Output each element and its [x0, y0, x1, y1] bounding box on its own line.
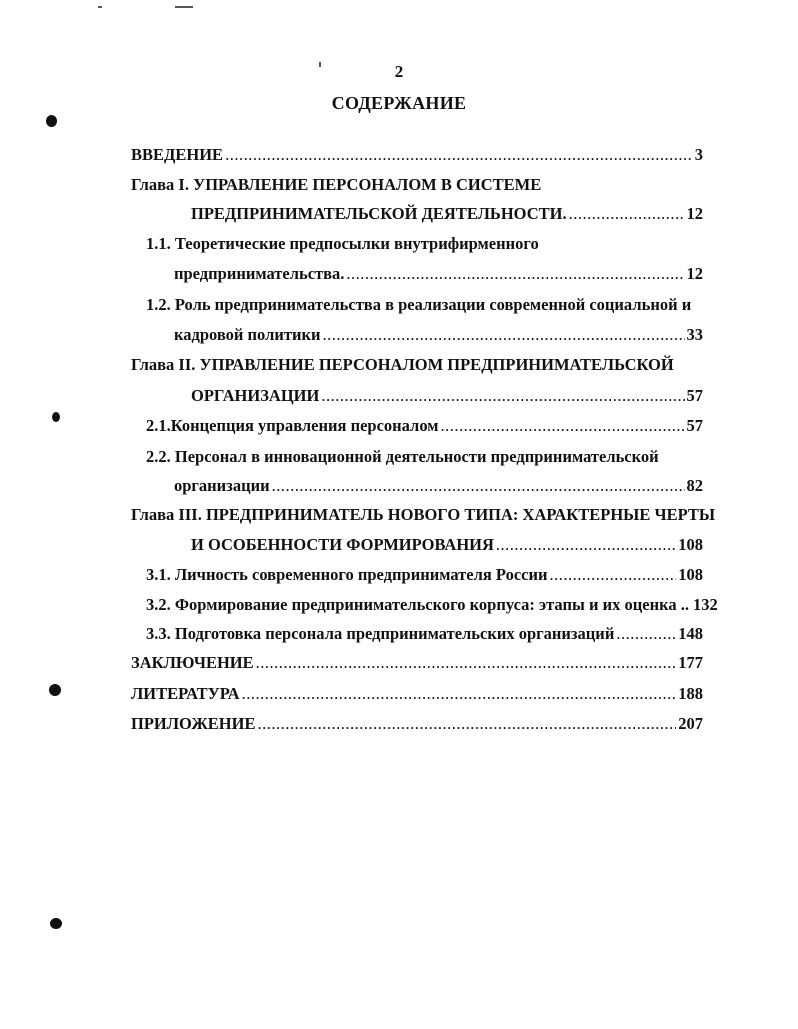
toc-entry-s12[interactable] [174, 325, 703, 345]
toc-entry-s11[interactable] [174, 264, 703, 284]
toc-entry-page: 188 [678, 684, 703, 703]
toc-entry-ch2[interactable] [191, 386, 703, 406]
toc-entry-text: ВВЕДЕНИЕ [131, 145, 224, 164]
toc-entry-ch2-line1[interactable]: Глава II. УПРАВЛЕНИЕ ПЕРСОНАЛОМ ПРЕДПРИНИМАТЕЛЬСКОЙ [131, 355, 674, 374]
toc-entry-page: 33 [686, 325, 703, 344]
toc-entry-text: ЛИТЕРАТУРА [131, 684, 240, 703]
toc-entry-text: 3.2. Формирование предпринимательского корпуса: этапы и их оценка .. [146, 595, 689, 614]
toc-entry-page: 148 [678, 624, 703, 643]
toc-entry-page: 57 [686, 386, 703, 405]
scan-blot [46, 115, 57, 127]
toc-entry-ch3[interactable] [191, 535, 703, 555]
toc-entry-page: 12 [686, 204, 703, 223]
toc-entry-text: 3.3. Подготовка персонала предпринимательских организаций [146, 624, 615, 643]
toc-title: СОДЕРЖАНИЕ [331, 93, 467, 113]
toc-entry-page: 177 [678, 653, 703, 672]
toc-entry-s32[interactable] [146, 595, 718, 615]
toc-entry-text: ЗАКЛЮЧЕНИЕ [131, 653, 254, 672]
toc-entry-s22-line1[interactable]: 2.2. Персонал в инновационной деятельности предпринимательской [146, 447, 659, 466]
toc-entry-ch1[interactable] [191, 204, 703, 224]
toc-entry-page: 12 [686, 264, 703, 283]
toc-entry-appendix[interactable] [131, 714, 703, 734]
toc-entry-text: И ОСОБЕННОСТИ ФОРМИРОВАНИЯ [191, 535, 494, 554]
scan-speck [175, 6, 193, 8]
toc-entry-literature[interactable] [131, 684, 703, 704]
scan-blot [49, 684, 61, 696]
toc-entry-s33[interactable] [146, 624, 703, 644]
scan-blot [50, 918, 62, 929]
scan-speck [98, 6, 102, 8]
toc-entry-page: 207 [678, 714, 703, 733]
scan-blot [52, 412, 60, 422]
toc-entry-s22[interactable] [174, 476, 703, 496]
toc-entry-text: ОРГАНИЗАЦИИ [191, 386, 320, 405]
toc-entry-page: 132 [692, 595, 718, 614]
toc-entry-s11-line1[interactable]: 1.1. Теоретические предпосылки внутрифирменного [146, 234, 539, 253]
toc-entry-page: 108 [678, 565, 703, 584]
toc-entry-page: 108 [678, 535, 703, 554]
toc-entry-text: ПРЕДПРИНИМАТЕЛЬСКОЙ ДЕЯТЕЛЬНОСТИ. [191, 204, 567, 223]
toc-entry-conclusion[interactable] [131, 653, 703, 673]
toc-entry-page: 3 [694, 145, 703, 164]
toc-entry-text: организации [174, 476, 270, 495]
toc-entry-page: 82 [686, 476, 703, 495]
toc-entry-text: ПРИЛОЖЕНИЕ [131, 714, 256, 733]
toc-entry-s21[interactable] [146, 416, 703, 436]
toc-entry-text: предпринимательства. [174, 264, 345, 283]
toc-entry-intro[interactable] [131, 145, 703, 165]
toc-entry-s12-line1[interactable]: 1.2. Роль предпринимательства в реализации современной социальной и [146, 295, 692, 314]
toc-entry-page: 57 [686, 416, 703, 435]
toc-entry-ch1-line1[interactable]: Глава I. УПРАВЛЕНИЕ ПЕРСОНАЛОМ В СИСТЕМЕ [131, 175, 542, 194]
toc-entry-text: кадровой политики [174, 325, 321, 344]
toc-entry-text: 2.1.Концепция управления персоналом [146, 416, 439, 435]
page-number: 2 [394, 62, 404, 81]
toc-entry-text: 3.1. Личность современного предпринимателя России [146, 565, 548, 584]
toc-entry-ch3-line1[interactable]: Глава III. ПРЕДПРИНИМАТЕЛЬ НОВОГО ТИПА: ХАРАКТЕРНЫЕ ЧЕРТЫ [131, 505, 716, 524]
toc-entry-s31[interactable] [146, 565, 703, 585]
